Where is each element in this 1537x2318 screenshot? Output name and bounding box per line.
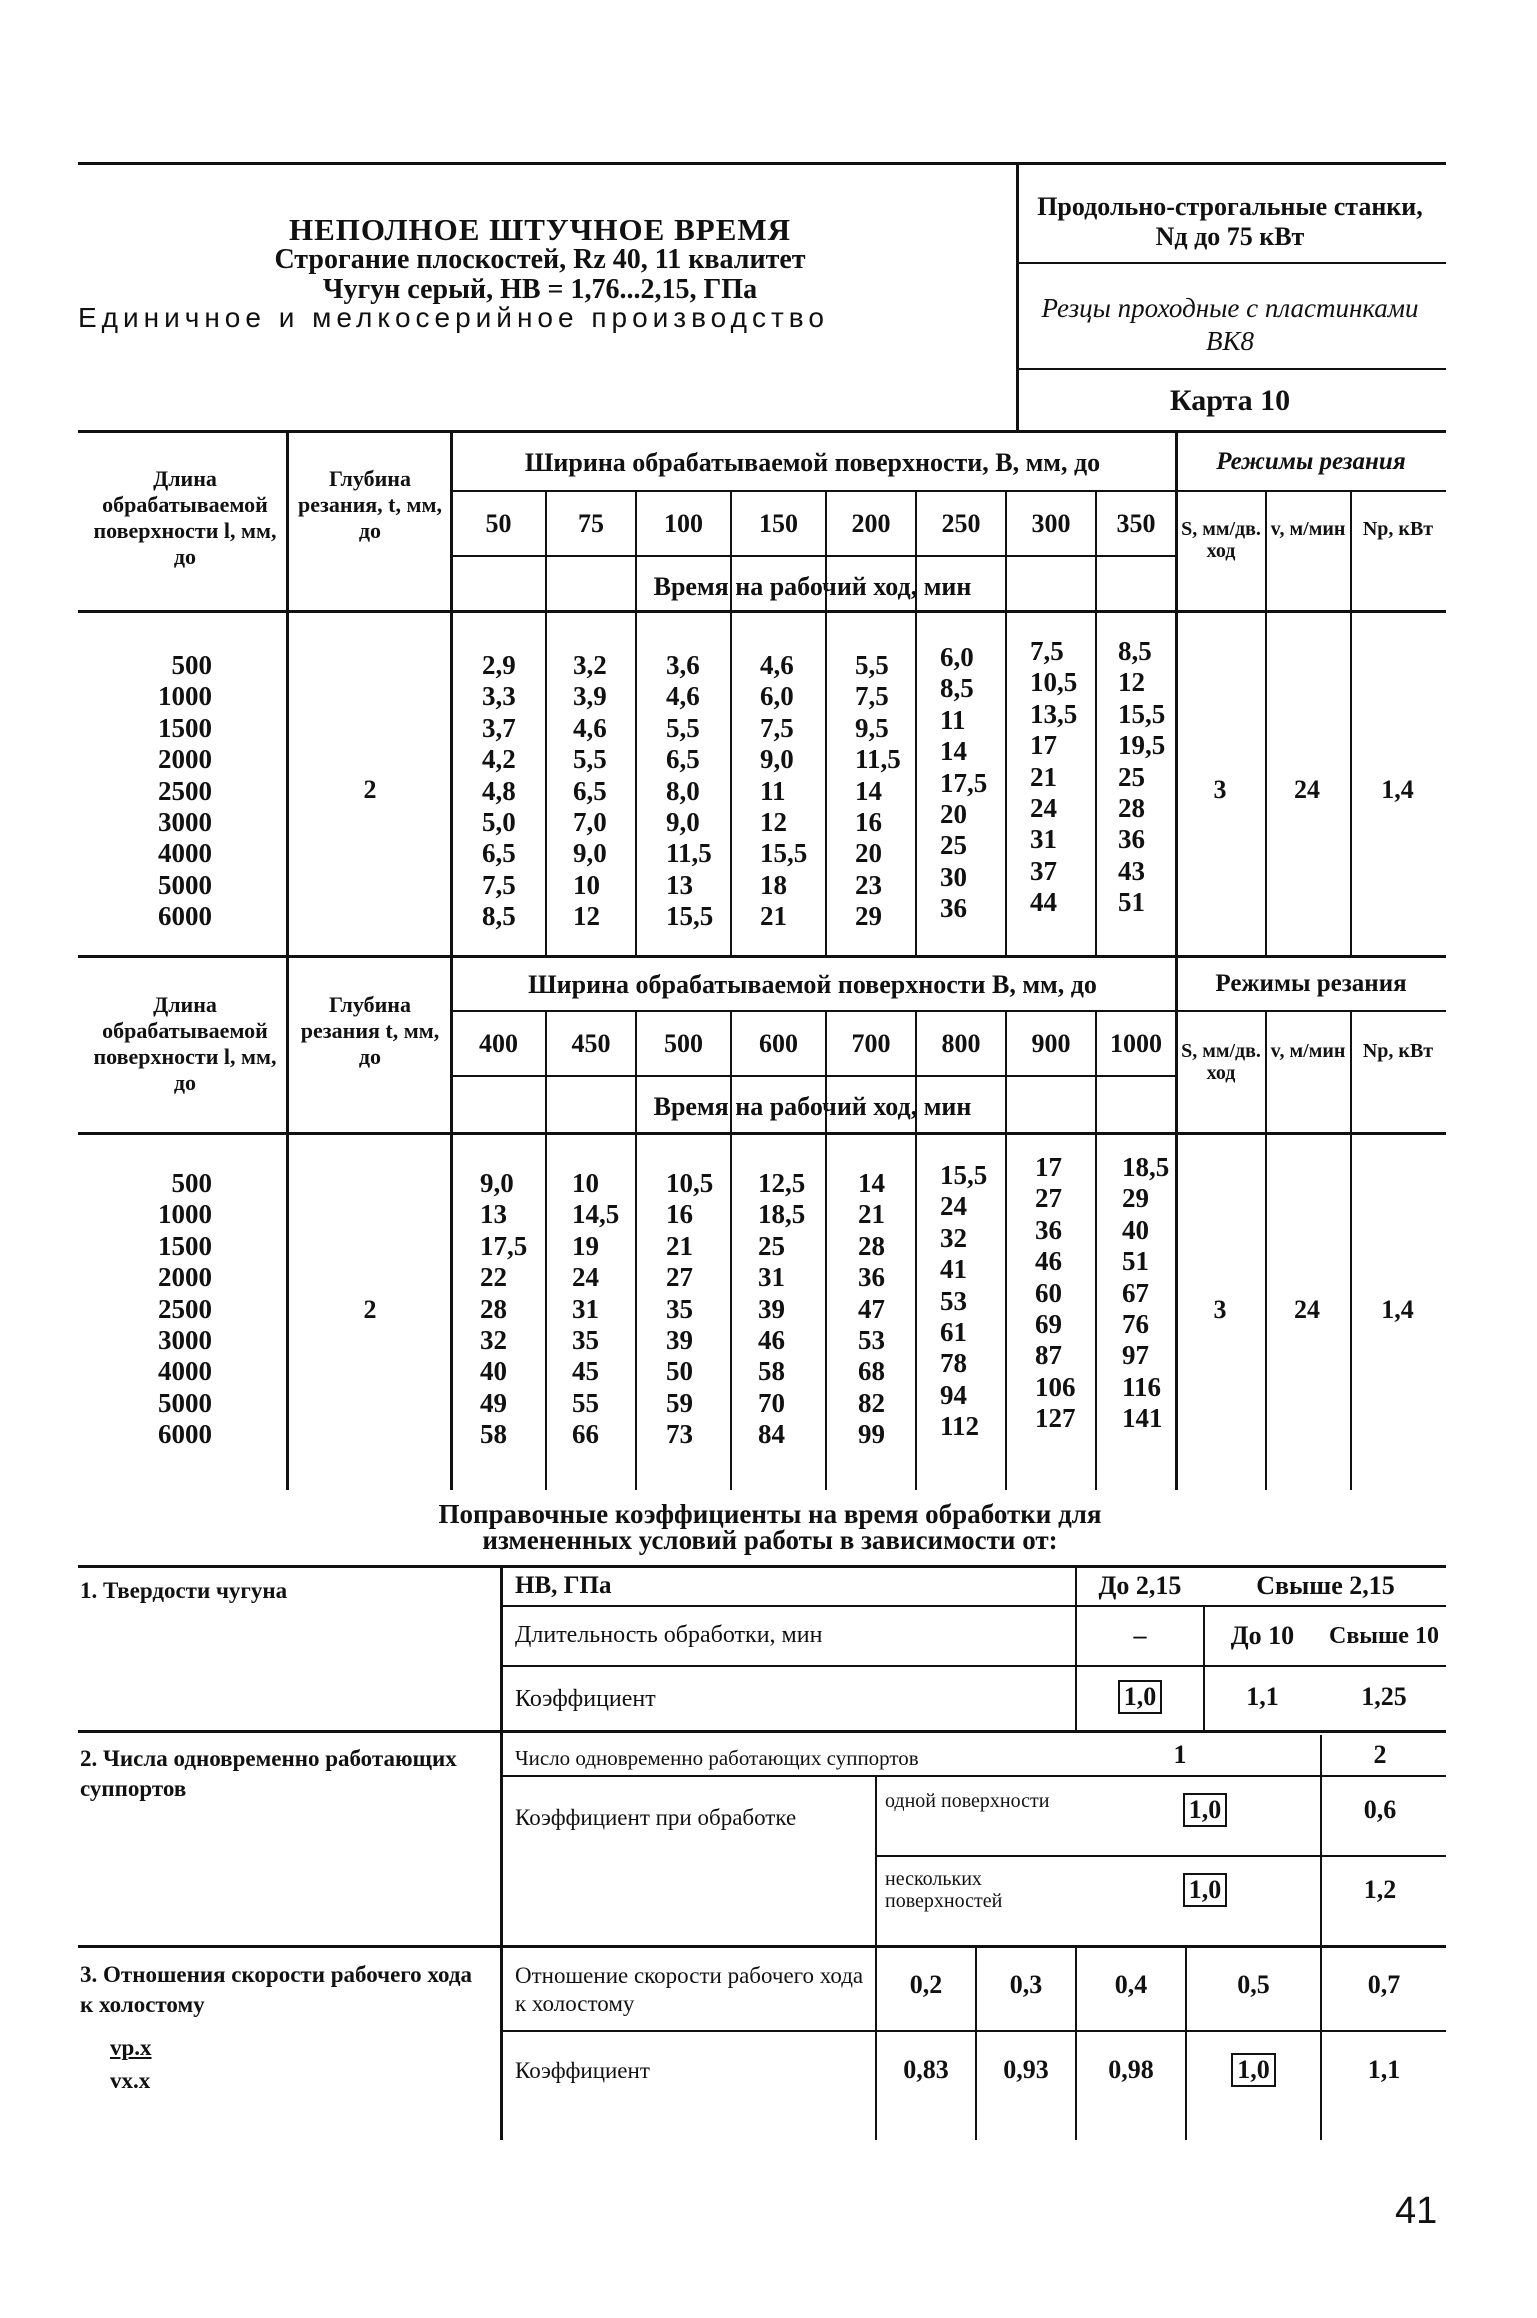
table2-v-value: 24	[1294, 1295, 1320, 1324]
table1-values-col-50: 2,9 3,3 3,7 4,2 4,8 5,0 6,5 7,5 8,5	[482, 650, 516, 932]
table1-modes-header: Режимы резания	[1216, 448, 1406, 475]
table1-values-col-200: 5,5 7,5 9,5 11,5 14 16 20 23 29	[855, 650, 901, 932]
s2-one-surface: одной поверхности	[885, 1790, 1050, 1812]
table2-vline-m1	[1265, 1010, 1267, 1490]
table2-values-col-400: 9,0 13 17,5 22 28 32 40 49 58	[480, 1168, 528, 1450]
table2-values-col-600: 12,5 18,5 25 31 39 46 58 70 84	[758, 1168, 806, 1450]
table2-width-cell: 600	[759, 1028, 798, 1058]
table2-vline-m2	[1350, 1010, 1352, 1490]
s1-to10: До 10	[1230, 1621, 1295, 1650]
card-number: Карта 10	[1169, 384, 1291, 417]
table2-length-header: Длина обрабатываемой поверхности l, мм, до	[93, 992, 277, 1095]
table1-np-header: Nр, кВт	[1362, 518, 1434, 540]
table2-vline-w4	[825, 1010, 827, 1490]
table1-vline-m2	[1350, 490, 1352, 955]
s2-count-1: 1	[1173, 1740, 1187, 1769]
table1-width-cell: 350	[1116, 508, 1156, 538]
top-rule	[78, 162, 1446, 165]
table2-vline-a	[286, 955, 289, 1490]
s3-label: 3. Отношения скорости рабочего хода к холостому	[80, 1962, 473, 2017]
s1-hb-label: НВ, ГПа	[515, 1572, 612, 1599]
header-rule-2	[1016, 368, 1446, 370]
table1-s-header: S, мм/дв. ход	[1181, 518, 1261, 562]
table2-np-value: 1,4	[1381, 1295, 1414, 1324]
table2-width-cell: 400	[479, 1028, 518, 1058]
machine-type: Продольно-строгальные станки, Nд до 75 кВт	[1037, 192, 1423, 251]
table1-width-header: Ширина обрабатываемой поверхности, В, мм, до	[524, 448, 1101, 477]
s1-coef-1	[1077, 1667, 1203, 1727]
cutter-type: Резцы проходные с пластинками ВК8	[1041, 293, 1419, 356]
s3-coef-boxed: 1,0	[1231, 2053, 1276, 2087]
s1-bottom-rule	[78, 1730, 1446, 1733]
table1-values-col-75: 3,2 3,9 4,6 5,5 6,5 7,0 9,0 10 12	[573, 650, 607, 932]
table2-width-cell: 700	[851, 1028, 891, 1058]
table1-length-header: Длина обрабатываемой поверхности l, мм, до	[93, 466, 277, 569]
s1-coef-3: 1,25	[1361, 1682, 1407, 1711]
table2-vline-w7	[1095, 1010, 1097, 1490]
s1-coef-2: 1,1	[1246, 1682, 1279, 1711]
s2-count-2: 2	[1373, 1740, 1387, 1769]
table2-width-cell: 900	[1031, 1028, 1071, 1058]
table1-top-rule	[78, 430, 1446, 433]
header-divider	[1016, 162, 1019, 430]
table2-vline-w5	[915, 1010, 917, 1490]
table1-depth-value: 2	[363, 775, 377, 804]
table2-vline-c	[1175, 955, 1178, 1490]
corrections-title-1: Поправочные коэффициенты на время обработки для	[438, 1499, 1102, 1529]
header-rule-1	[1016, 262, 1446, 264]
table1-width-cell: 250	[941, 508, 981, 538]
table2-s-header: S, мм/дв. ход	[1181, 1040, 1261, 1084]
table1-width-cell: 200	[851, 508, 891, 538]
table2-np-header: Nр, кВт	[1362, 1040, 1434, 1062]
s2-one-k2: 0,6	[1363, 1795, 1397, 1824]
s1-to215: До 2,15	[1098, 1571, 1182, 1600]
table2-rule-widths	[450, 1075, 1175, 1077]
table2-width-cell: 800	[941, 1028, 981, 1058]
table2-values-col-450: 10 14,5 19 24 31 35 45 55 66	[572, 1168, 620, 1450]
s2-one-k1-boxed: 1,0	[1183, 1793, 1228, 1827]
s3-coef-label: Коэффициент	[515, 2058, 650, 2083]
s3-coef: 0,93	[1003, 2055, 1049, 2084]
table2-vline-w3	[730, 1010, 732, 1490]
table2-top-rule	[78, 955, 1446, 958]
s1-label: 1. Твердости чугуна	[80, 1578, 288, 1603]
s2-label: 2. Числа одновременно работающих суппортов	[80, 1746, 457, 1801]
table1-width-cell: 150	[759, 508, 798, 538]
table1-vline-w1	[545, 490, 547, 955]
table1-vline-w2	[635, 490, 637, 955]
table1-vline-w5	[915, 490, 917, 955]
s3-ratio: 0,5	[1237, 1970, 1270, 1999]
table2-values-col-900: 17 27 36 46 60 69 87 106 127	[1035, 1152, 1076, 1434]
corrections-vline-main	[500, 1565, 503, 2140]
table1-rule-widths	[450, 555, 1175, 557]
s3-ratio: 0,4	[1114, 1970, 1148, 1999]
table1-values-col-300: 7,5 10,5 13,5 17 21 24 31 37 44	[1030, 636, 1078, 918]
table1-width-cell: 75	[578, 508, 604, 538]
s3-fraction-denominator: vх.х	[110, 2068, 151, 2093]
subtitle-production: Единичное и мелкосерийное производство	[78, 302, 829, 333]
s2-many-k1-boxed: 1,0	[1183, 1873, 1228, 1907]
table1-values-col-150: 4,6 6,0 7,5 9,0 11 12 15,5 18 21	[760, 650, 808, 932]
s1-over215: Свыше 2,15	[1256, 1571, 1395, 1600]
table1-s-value: 3	[1213, 775, 1227, 804]
table1-vline-a	[286, 430, 289, 955]
table2-depth-header: Глубина резания t, мм, до	[300, 992, 440, 1069]
table2-vline-w2	[635, 1010, 637, 1490]
table2-modes-header: Режимы резания	[1215, 970, 1407, 997]
s3-rule-1	[500, 2030, 1446, 2032]
table1-values-col-250: 6,0 8,5 11 14 17,5 20 25 30 36	[940, 642, 988, 924]
s2-many-k2: 1,2	[1363, 1875, 1397, 1904]
table1-time-header: Время на рабочий ход, мин	[653, 572, 972, 601]
table2-width-cell: 500	[664, 1028, 703, 1058]
table1-vline-w7	[1095, 490, 1097, 955]
table2-values-col-1000: 18,5 29 40 51 67 76 97 116 141	[1122, 1152, 1170, 1434]
table1-vline-w6	[1005, 490, 1007, 955]
s3-coef-boxed-cell	[1187, 2035, 1320, 2105]
table2-width-cell: 450	[571, 1028, 611, 1058]
s1-coef-label: Коэффициент	[515, 1686, 656, 1712]
table1-v-value: 24	[1294, 775, 1320, 804]
s3-ratio: 0,3	[1009, 1970, 1043, 1999]
s3-coef: 1,1	[1367, 2055, 1401, 2084]
table2-vline-w1	[545, 1010, 547, 1490]
table2-depth-value: 2	[363, 1295, 377, 1324]
table1-vline-w3	[730, 490, 732, 955]
s3-fraction-numerator: vр.х	[110, 2035, 152, 2060]
table1-vline-c	[1175, 430, 1178, 955]
s3-ratio: 0,7	[1367, 1970, 1401, 1999]
table1-np-value: 1,4	[1381, 775, 1414, 804]
s2-rule-2	[875, 1855, 1446, 1857]
table2-header-bottom	[78, 1132, 1446, 1135]
table1-values-col-100: 3,6 4,6 5,5 6,5 8,0 9,0 11,5 13 15,5	[666, 650, 714, 932]
s3-coef: 0,83	[903, 2055, 949, 2084]
table1-vline-w4	[825, 490, 827, 955]
table2-s-value: 3	[1213, 1295, 1227, 1324]
page-number: 41	[1395, 2190, 1438, 2232]
s3-ratio: 0,2	[909, 1970, 943, 1999]
s1-coef-1-boxed: 1,0	[1118, 1680, 1163, 1714]
subtitle-cast-iron: Чугун серый, НВ = 1,76...2,15, ГПа	[322, 274, 758, 305]
table1-header-bottom	[78, 610, 1446, 613]
table1-width-cell: 100	[664, 508, 703, 538]
table1-width-cell: 300	[1031, 508, 1071, 538]
table1-v-header: v, м/мин	[1270, 518, 1346, 540]
table1-vline-m1	[1265, 490, 1267, 955]
s2-many-surfaces: нескольких поверхностей	[885, 1868, 1003, 1912]
subtitle-material-op: Строгание плоскостей, Rz 40, 11 квалитет	[274, 244, 806, 275]
corrections-title-2: измененных условий работы в зависимости от:	[482, 1525, 1058, 1555]
table2-values-col-800: 15,5 24 32 41 53 61 78 94 112	[940, 1160, 988, 1442]
s2-rule-1	[500, 1775, 1446, 1777]
table2-vline-w6	[1005, 1010, 1007, 1490]
s2-one-k1	[1130, 1785, 1280, 1835]
s1-dash: –	[1133, 1621, 1147, 1650]
table2-values-col-500: 10,5 16 21 27 35 39 50 59 73	[666, 1168, 714, 1450]
s1-over10: Свыше 10	[1329, 1622, 1439, 1649]
s2-bottom-rule	[78, 1945, 1446, 1948]
page-title: НЕПОЛНОЕ ШТУЧНОЕ ВРЕМЯ	[288, 212, 792, 247]
table1-depth-header: Глубина резания, t, мм, до	[298, 466, 442, 543]
table2-v-header: v, м/мин	[1270, 1040, 1346, 1062]
table2-width-cell: 1000	[1110, 1028, 1162, 1058]
s1-duration-label: Длительность обработки, мин	[515, 1622, 823, 1648]
table2-values-col-700: 14 21 28 36 47 53 68 82 99	[858, 1168, 885, 1450]
s3-ratio-label: Отношение скорости рабочего хода к холостому	[515, 1963, 864, 2016]
s2-count-label: Число одновременно работающих суппортов	[515, 1746, 919, 1770]
table1-width-cell: 50	[485, 508, 512, 538]
table2-lengths-column: 500 1000 1500 2000 2500 3000 4000 5000 6000	[158, 1168, 212, 1450]
table1-lengths-column: 500 1000 1500 2000 2500 3000 4000 5000 6000	[158, 650, 212, 932]
s3-coef: 0,98	[1108, 2055, 1154, 2084]
table1-values-col-350: 8,5 12 15,5 19,5 25 28 36 43 51	[1118, 636, 1166, 918]
table2-width-header: Ширина обрабатываемой поверхности В, мм, до	[528, 970, 1097, 999]
s2-coef-label: Коэффициент при обработке	[515, 1805, 797, 1830]
s2-many-k1	[1130, 1865, 1280, 1915]
table2-time-header: Время на рабочий ход, мин	[653, 1092, 972, 1121]
